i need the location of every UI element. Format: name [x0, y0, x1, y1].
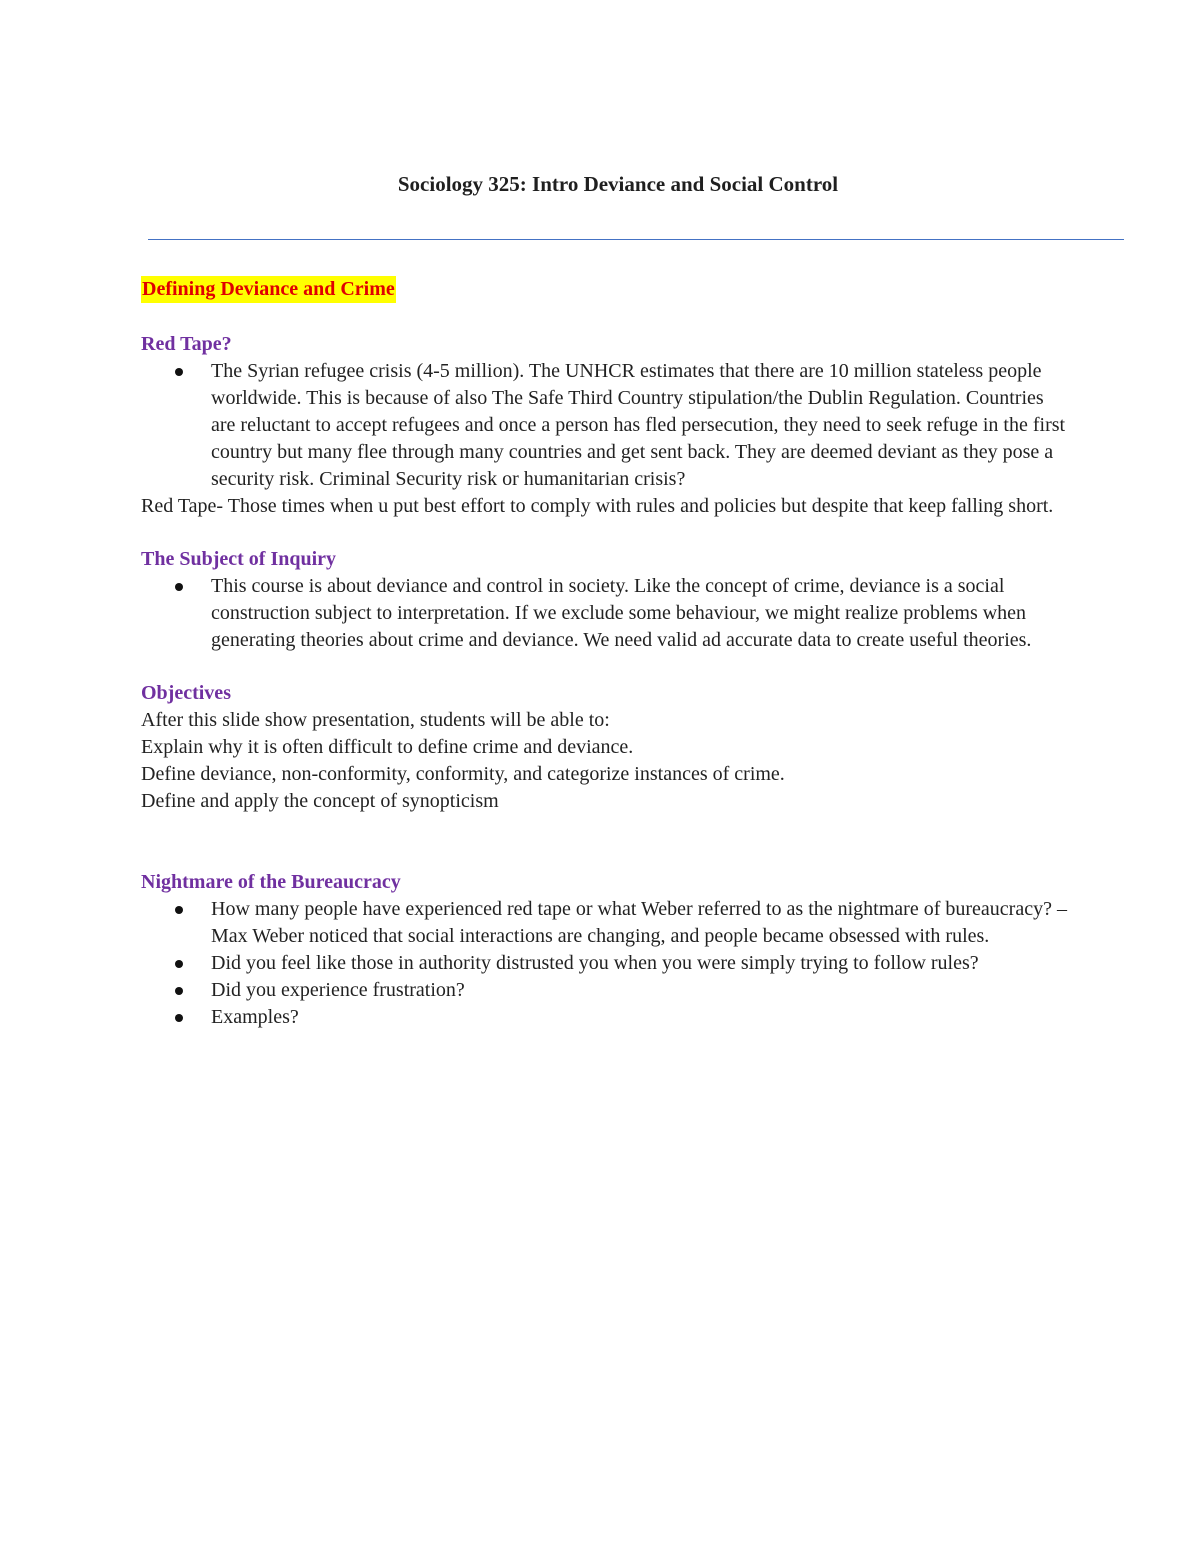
list-item: [211, 896, 1071, 950]
list-item: [211, 977, 1071, 1004]
section-heading-subject-of-inquiry: The Subject of Inquiry: [141, 548, 337, 570]
document-body: [141, 276, 1071, 1031]
section-subject-of-inquiry: [141, 546, 1071, 654]
section-objectives: [141, 680, 1071, 815]
bullet-icon: [175, 960, 183, 968]
objectives-line: Define and apply the concept of synopticism: [141, 790, 499, 812]
bullet-list-nightmare-bureaucracy: [141, 896, 1071, 1031]
bullet-icon: [175, 583, 183, 591]
list-item-text: Examples?: [211, 1006, 299, 1028]
section-heading-objectives: Objectives: [141, 682, 231, 704]
list-item-text: The Syrian refugee crisis (4-5 million). The UNHCR estimates that there are 10 million stateless people worldwide. This is because of also The Safe Third Country stipulation/the Dublin Regulation. Countries are reluctant to accept refugees and once a person has fled persecution, they need to seek refuge in the first country but many flee through many countries and get sent back. They are deemed deviant as they pose a security risk. Criminal Security risk or humanitarian crisis?: [211, 360, 1066, 490]
list-item: [211, 950, 1071, 977]
bullet-list-red-tape: [141, 358, 1071, 493]
list-item-text: Did you feel like those in authority distrusted you when you were simply trying to follow rules?: [211, 952, 979, 974]
objectives-line: After this slide show presentation, students will be able to:: [141, 709, 610, 731]
list-item-text: How many people have experienced red tape or what Weber referred to as the nightmare of bureaucracy? – Max Weber noticed that social interactions are changing, and people became obsessed with rules.: [211, 898, 1067, 947]
list-item-text: Did you experience frustration?: [211, 979, 465, 1001]
main-heading-wrapper: [141, 276, 1071, 303]
section-heading-nightmare-bureaucracy: Nightmare of the Bureaucracy: [141, 871, 401, 893]
list-item-text: This course is about deviance and control in society. Like the concept of crime, deviance is a social construction subject to interpretation. If we exclude some behaviour, we might realize problems when generating theories about crime and deviance. We need valid ad accurate data to create useful theories.: [211, 575, 1032, 651]
objectives-line: Define deviance, non-conformity, conformity, and categorize instances of crime.: [141, 763, 785, 785]
section-nightmare-bureaucracy: [141, 869, 1071, 1031]
red-tape-note: Red Tape- Those times when u put best effort to comply with rules and policies but despite that keep falling short.: [141, 495, 1054, 517]
bullet-icon: [175, 906, 183, 914]
document-title: Sociology 325: Intro Deviance and Social Control: [397, 172, 839, 196]
list-item: [211, 358, 1071, 493]
bullet-icon: [175, 1014, 183, 1022]
title-divider: [148, 239, 1124, 240]
section-red-tape: [141, 331, 1071, 520]
spacer: [141, 520, 1071, 546]
list-item: [211, 573, 1071, 654]
bullet-icon: [175, 368, 183, 376]
objectives-line: Explain why it is often difficult to define crime and deviance.: [141, 736, 634, 758]
spacer: [141, 815, 1071, 869]
bullet-icon: [175, 987, 183, 995]
spacer: [141, 654, 1071, 680]
section-heading-red-tape: Red Tape?: [141, 333, 232, 355]
bullet-list-subject-of-inquiry: [141, 573, 1071, 654]
main-heading: Defining Deviance and Crime: [141, 276, 396, 303]
list-item: [211, 1004, 1071, 1031]
spacer: [141, 303, 1071, 331]
